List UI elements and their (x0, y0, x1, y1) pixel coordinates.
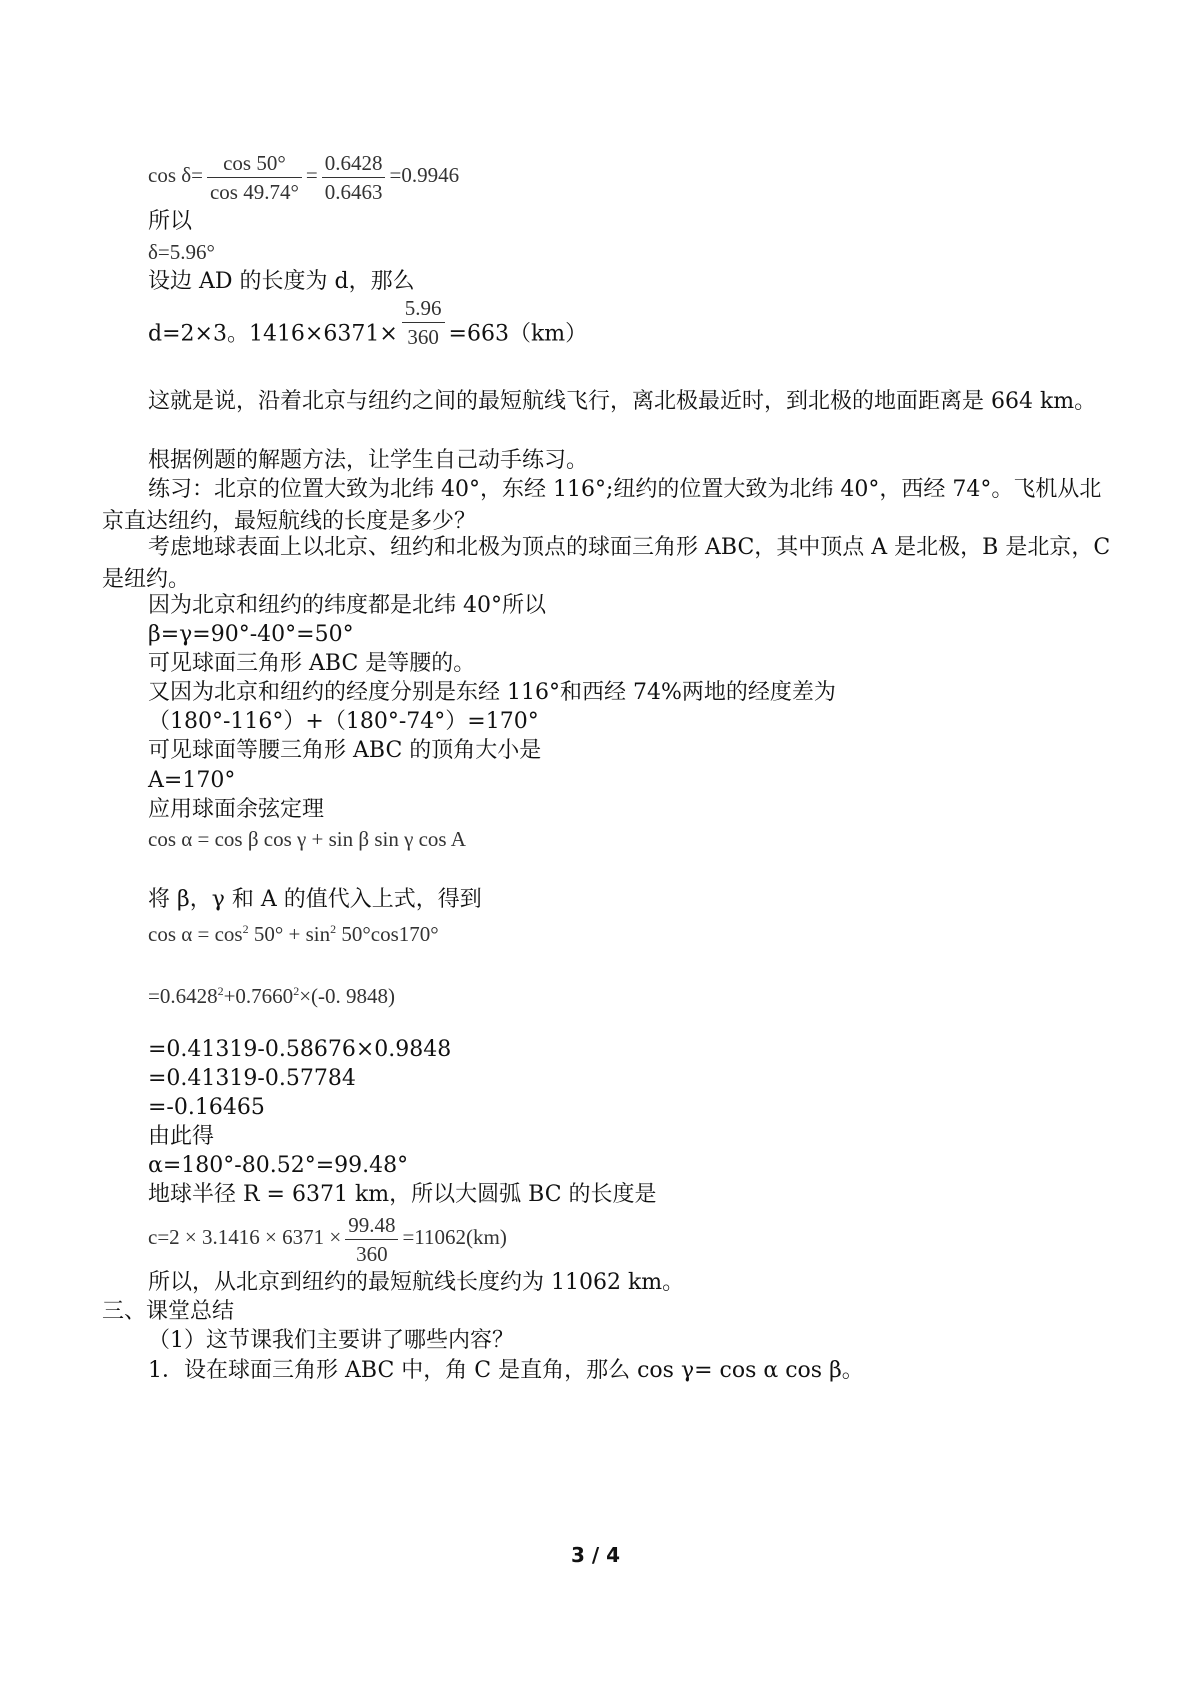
sub2-rhs: ×(-0. 9848) (299, 984, 396, 1008)
c-formula (148, 1212, 507, 1266)
delta-value: δ=5.96° (148, 240, 215, 264)
fraction-numerator: 5.96 (402, 296, 445, 323)
paragraph-final-conclusion: 所以，从北京到纽约的最短航线长度约为 11062 km。 (148, 1270, 685, 1295)
section-heading-summary: 三、课堂总结 (102, 1299, 235, 1324)
summary-question-1: （1）这节课我们主要讲了哪些内容？ (148, 1328, 514, 1353)
sub1-lhs: cos α = cos (148, 922, 243, 946)
substitution-line-2 (148, 976, 395, 1011)
sub1-mid: 50° + sin (248, 922, 331, 946)
d-formula-fraction (402, 296, 445, 349)
exponent: 2 (293, 984, 300, 998)
paragraph-practice: 练习：北京的位置大致为北纬 40°，东经 116°;纽约的位置大致为北纬 40°，西经 74°。飞机从北京直达纽约，最短航线的长度是多少？ (102, 477, 1102, 534)
longitude-difference: （180°-116°）+（180°-74°）=170° (148, 709, 539, 734)
paragraph-radius: 地球半径 R = 6371 km，所以大圆弧 BC 的长度是 (148, 1182, 657, 1207)
fraction-denominator: 360 (356, 1241, 388, 1266)
apex-angle-value: A=170° (148, 768, 236, 793)
paragraph-substitute: 将 β，γ 和 A 的值代入上式，得到 (148, 887, 482, 912)
equals-sign: = (305, 163, 318, 187)
paragraph-consider: 考虑地球表面上以北京、纽约和北极为顶点的球面三角形 ABC，其中顶点 A 是北极，B 是北京，C 是纽约。 (102, 535, 1111, 592)
paragraph-practice-intro: 根据例题的解题方法，让学生自己动手练习。 (148, 448, 589, 473)
cos-ratio-fraction (207, 151, 302, 204)
sub2-prefix: =0.6428 (148, 984, 218, 1008)
computation-step-2: =0.41319-0.57784 (148, 1066, 356, 1091)
paragraph-set-ad: 设边 AD 的长度为 d，那么 (148, 269, 415, 294)
substitution-line-1 (148, 914, 439, 949)
page-number: 3 / 4 (570, 1543, 621, 1567)
fraction-denominator: 360 (407, 325, 439, 349)
value-ratio-fraction (322, 151, 386, 204)
computation-step-1: =0.41319-0.58676×0.9848 (148, 1037, 452, 1062)
fraction-denominator: 0.6463 (324, 179, 383, 204)
exponent: 2 (242, 922, 249, 936)
exponent: 2 (330, 922, 337, 936)
fraction-denominator: cos 49.74° (209, 179, 299, 204)
alpha-value: α=180°-80.52°=99.48° (148, 1153, 409, 1178)
d-formula-suffix: =663（km） (448, 321, 588, 347)
spherical-cosine-law: cos α = cos β cos γ + sin β sin γ cos A (148, 827, 466, 851)
c-formula-prefix: c=2 × 3.1416 × 6371 × (148, 1225, 342, 1249)
exponent: 2 (217, 984, 224, 998)
paragraph-apply-law: 应用球面余弦定理 (148, 797, 325, 822)
fraction-numerator: cos 50° (207, 151, 302, 178)
d-formula-prefix: d=2×3。1416×6371× (148, 321, 398, 347)
sub2-mid: +0.7660 (223, 984, 294, 1008)
d-formula (148, 296, 587, 357)
c-formula-fraction (345, 1213, 398, 1266)
sub1-rhs: 50°cos170° (336, 922, 439, 946)
cos-delta-result: =0.9946 (389, 163, 460, 187)
c-formula-suffix: =11062(km) (402, 1225, 507, 1249)
paragraph-isosceles: 可见球面三角形 ABC 是等腰的。 (148, 651, 476, 676)
paragraph-suoyi: 所以 (148, 209, 193, 234)
cos-delta-formula (148, 150, 459, 204)
paragraph-conclusion-distance: 这就是说，沿着北京与纽约之间的最短航线飞行，离北极最近时，到北极的地面距离是 664 km。 (148, 389, 1097, 414)
fraction-numerator: 0.6428 (322, 151, 386, 178)
beta-gamma-equation: β=γ=90°-40°=50° (148, 622, 354, 647)
summary-item-1: 1．设在球面三角形 ABC 中，角 C 是直角，那么 cos γ= cos α cos β。 (148, 1358, 864, 1383)
cos-delta-lhs: cos δ= (148, 163, 203, 187)
paragraph-apex-angle: 可见球面等腰三角形 ABC 的顶角大小是 (148, 738, 542, 763)
computation-step-3: =-0.16465 (148, 1095, 265, 1120)
paragraph-because-latitude: 因为北京和纽约的纬度都是北纬 40°所以 (148, 593, 546, 618)
fraction-numerator: 99.48 (345, 1213, 398, 1240)
paragraph-because-longitude: 又因为北京和纽约的经度分别是东经 116°和西经 74%两地的经度差为 (148, 680, 836, 705)
paragraph-thus: 由此得 (148, 1124, 215, 1149)
